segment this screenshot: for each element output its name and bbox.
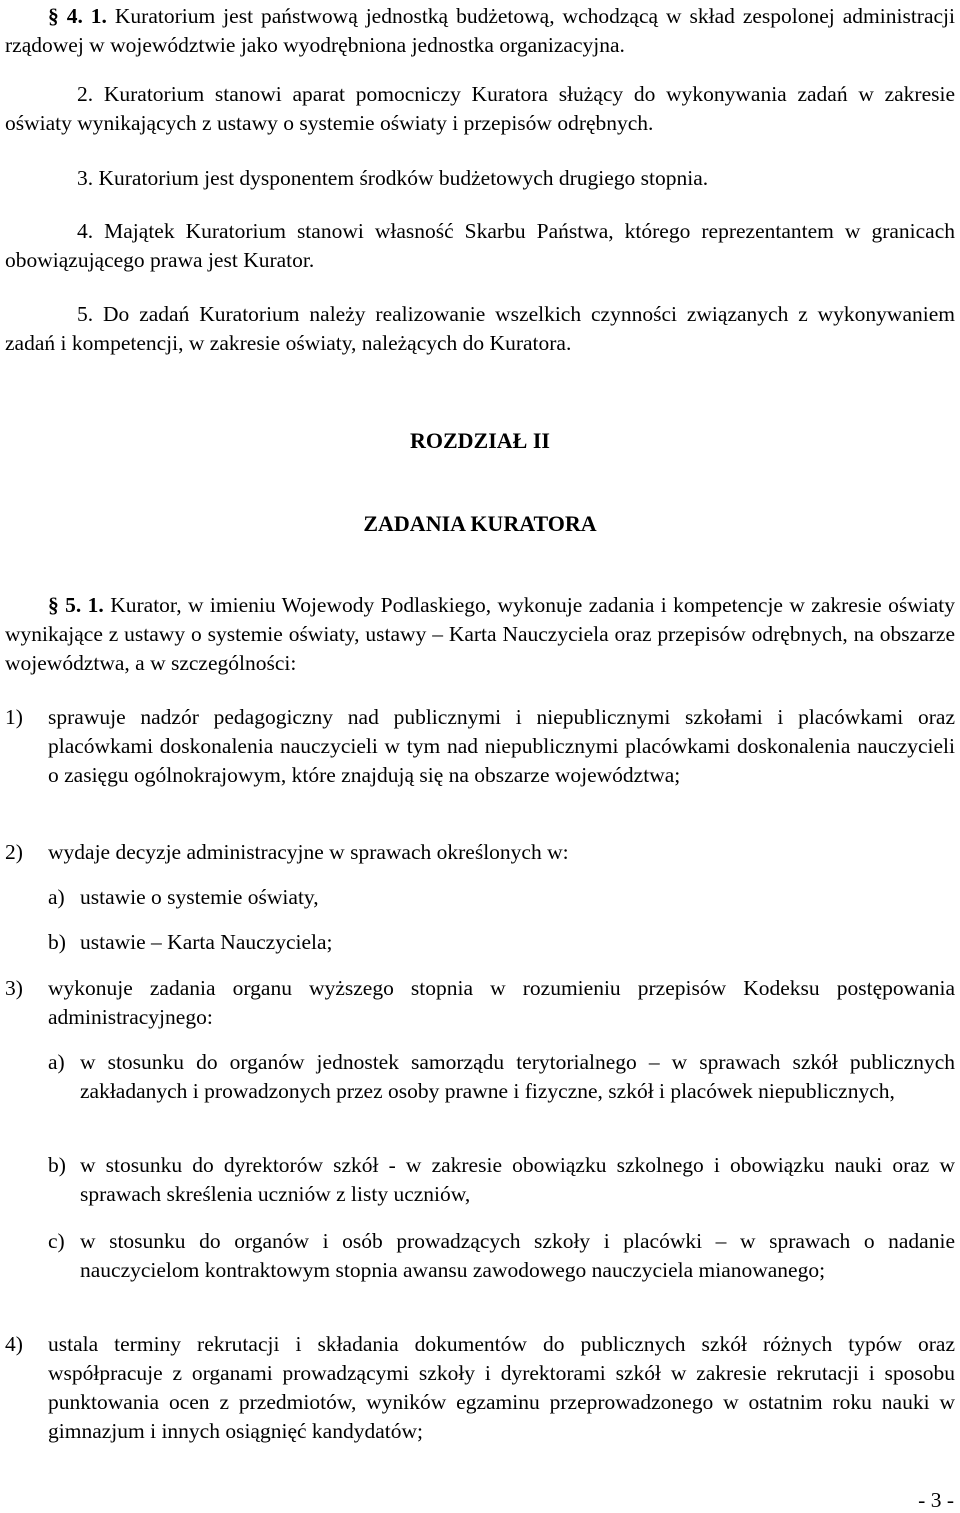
- sub-item-text: ustawie – Karta Nauczyciela;: [80, 930, 333, 954]
- paragraph-4: 4. Majątek Kuratorium stanowi własność Skarbu Państwa, którego reprezentantem w granicach obowiązującego prawa jest Kurator.: [5, 219, 955, 272]
- chapter-title: ZADANIA KURATORA: [363, 511, 597, 536]
- list-item-number: 2): [5, 840, 23, 864]
- sub-item-letter: b): [48, 1153, 66, 1177]
- paragraph-label: § 4. 1.: [48, 4, 107, 28]
- list-item-2: [5, 838, 955, 867]
- list-item-3: [5, 974, 955, 1032]
- sub-item-letter: b): [48, 930, 66, 954]
- list-item-number: 3): [5, 976, 23, 1000]
- paragraph-3: 3. Kuratorium jest dysponentem środków budżetowych drugiego stopnia.: [77, 166, 709, 190]
- list-item-number: 4): [5, 1332, 23, 1356]
- list-item-text: wydaje decyzje administracyjne w sprawach określonych w:: [48, 840, 569, 864]
- sub-item-3c: [48, 1227, 955, 1314]
- paragraph-4-1: [5, 2, 955, 60]
- sub-item-letter: a): [48, 885, 65, 909]
- sub-item-text: w stosunku do organów jednostek samorządu terytorialnego – w sprawach szkół publicznych zakładanych i prowadzonych przez osoby prawne i fizyczne, szkół i placówek niepublicznych,: [80, 1050, 955, 1103]
- paragraph-5-1: [5, 591, 955, 678]
- list-item-1: [5, 703, 955, 819]
- list-item-text: sprawuje nadzór pedagogiczny nad publicznymi i niepublicznymi szkołami i placówkami oraz placówkami doskonalenia nauczycieli w tym nad niepublicznymi placówkami doskonalenia nauczycieli o zasięgu ogólnokrajowym, które znajdują się na obszarze województwa;: [48, 705, 955, 787]
- paragraph-text: Kuratorium jest państwową jednostką budżetową, wchodzącą w skład zespolonej administracji rządowej w województwie jako wyodrębniona jednostka organizacyjna.: [5, 4, 955, 57]
- paragraph-5: 5. Do zadań Kuratorium należy realizowanie wszelkich czynności związanych z wykonywaniem zadań i kompetencji, w zakresie oświaty, należących do Kuratora.: [5, 302, 955, 355]
- sub-item-2b: [48, 928, 955, 957]
- sub-item-text: ustawie o systemie oświaty,: [80, 885, 319, 909]
- paragraph-2: 2. Kuratorium stanowi aparat pomocniczy Kuratora służący do wykonywania zadań w zakresie oświaty wynikających z ustawy o systemie oświaty i przepisów odrębnych.: [5, 82, 955, 135]
- paragraph-text: Kurator, w imieniu Wojewody Podlaskiego, wykonuje zadania i kompetencje w zakresie oświaty wynikające z ustawy o systemie oświaty, ustawy – Karta Nauczyciela oraz przepisów odrębnych, na obszarze województwa, a w szczególności:: [5, 593, 956, 675]
- sub-item-letter: c): [48, 1229, 65, 1253]
- sub-item-text: w stosunku do dyrektorów szkół - w zakresie obowiązku szkolnego i obowiązku nauki oraz w sprawach skreślenia uczniów z listy uczniów,: [80, 1153, 955, 1206]
- chapter-heading: ROZDZIAŁ II: [410, 428, 550, 453]
- page-number: - 3 -: [918, 1488, 954, 1512]
- paragraph-label: § 5. 1.: [48, 593, 104, 617]
- list-item-number: 1): [5, 705, 23, 729]
- sub-item-text: w stosunku do organów i osób prowadzących szkoły i placówki – w sprawach o nadanie nauczycielom kontraktowym stopnia awansu zawodowego nauczyciela mianowanego;: [80, 1229, 955, 1282]
- sub-item-2a: [48, 883, 955, 912]
- sub-item-3a: [48, 1048, 955, 1135]
- list-item-text: ustala terminy rekrutacji i składania dokumentów do publicznych szkół różnych typów oraz współpracuje z organami prowadzącymi szkoły i dyrektorami szkół w zakresie rekrutacji i sposobu punktowania ocen z przedmiotów, wyników egzaminu przeprowadzonego w ostatnim roku nauki w gimnazjum i innych osiągnięć kandydatów;: [48, 1332, 955, 1443]
- sub-item-3b: [48, 1151, 955, 1209]
- sub-item-letter: a): [48, 1050, 65, 1074]
- list-item-4: [5, 1330, 955, 1446]
- list-item-text: wykonuje zadania organu wyższego stopnia w rozumieniu przepisów Kodeksu postępowania administracyjnego:: [48, 976, 955, 1029]
